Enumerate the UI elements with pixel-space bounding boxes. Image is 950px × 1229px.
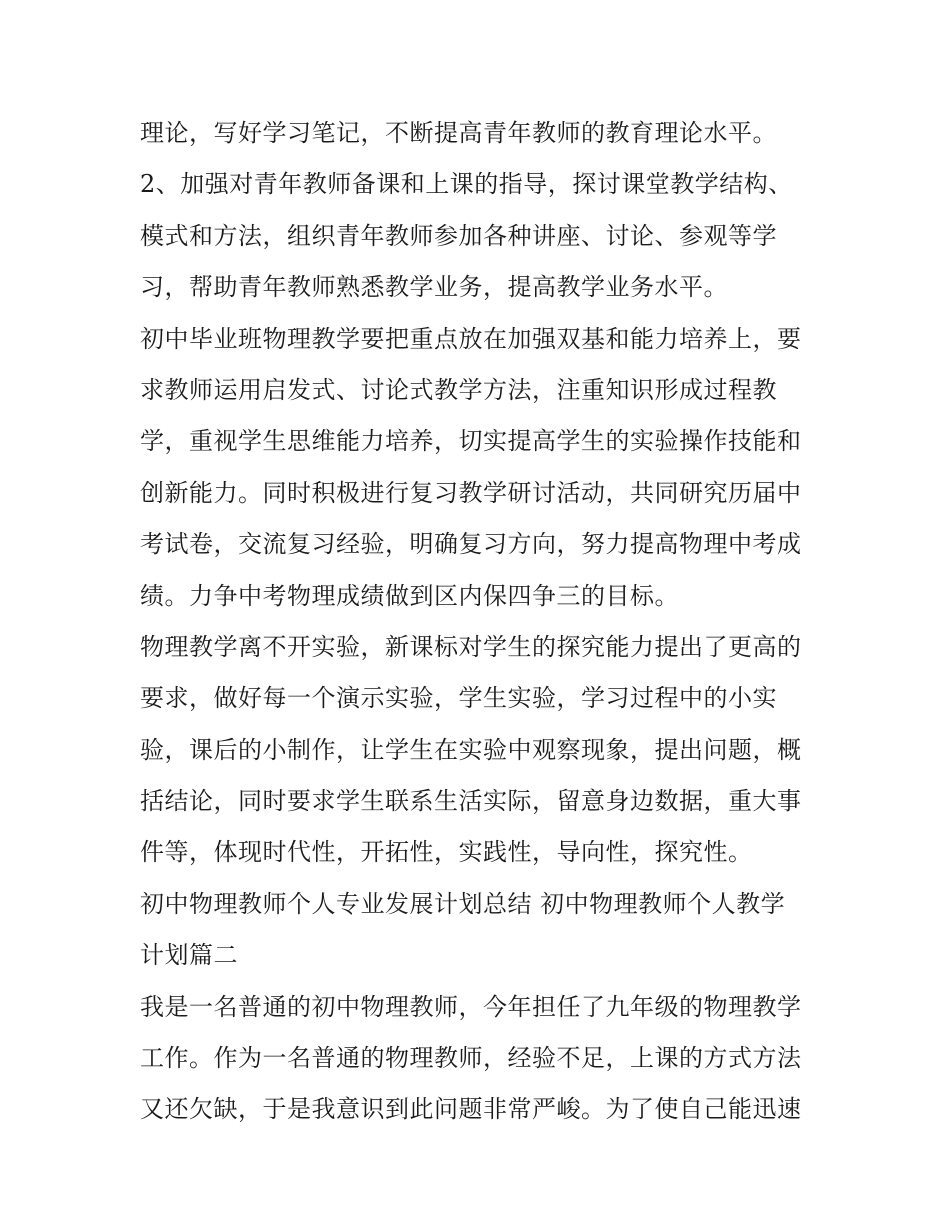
section-heading-line: 初中物理教师个人专业发展计划总结 初中物理教师个人教学	[140, 889, 786, 918]
text-line: 模式和方法，组织青年教师参加各种讲座、讨论、参观等学	[140, 221, 777, 250]
text-line: 2、加强对青年教师备课和上课的指导，探讨课堂教学结构、	[140, 170, 793, 199]
text-line: 初中毕业班物理教学要把重点放在加强双基和能力培养上，要	[140, 324, 802, 353]
text-line: 考试卷，交流复习经验，明确复习方向，努力提高物理中考成	[140, 530, 802, 559]
text-line: 绩。力争中考物理成绩做到区内保四争三的目标。	[140, 581, 679, 610]
text-line: 工作。作为一名普通的物理教师，经验不足，上课的方式方法	[140, 1044, 802, 1073]
text-line: 我是一名普通的初中物理教师，今年担任了九年级的物理教学	[140, 992, 802, 1021]
text-line: 物理教学离不开实验，新课标对学生的探究能力提出了更高的	[140, 632, 802, 661]
text-line: 学，重视学生思维能力培养，切实提高学生的实验操作技能和	[140, 427, 802, 456]
text-line: 创新能力。同时积极进行复习教学研讨活动，共同研究历届中	[140, 478, 802, 507]
text-line: 求教师运用启发式、讨论式教学方法，注重知识形成过程教	[140, 375, 777, 404]
text-line: 又还欠缺，于是我意识到此问题非常严峻。为了使自己能迅速	[140, 1095, 802, 1124]
document-body	[140, 108, 820, 1136]
text-line: 括结论，同时要求学生联系生活实际，留意身边数据，重大事	[140, 787, 802, 816]
text-line: 验，课后的小制作，让学生在实验中观察现象，提出问题，概	[140, 735, 802, 764]
section-heading-line: 计划篇二	[140, 941, 238, 970]
text-line: 理论，写好学习笔记，不断提高青年教师的教育理论水平。	[140, 119, 777, 147]
text-line: 件等，体现时代性，开拓性，实践性，导向性，探究性。	[140, 838, 753, 867]
text-line: 习，帮助青年教师熟悉教学业务，提高教学业务水平。	[140, 273, 728, 302]
text-line: 要求，做好每一个演示实验，学生实验，学习过程中的小实	[140, 684, 777, 713]
